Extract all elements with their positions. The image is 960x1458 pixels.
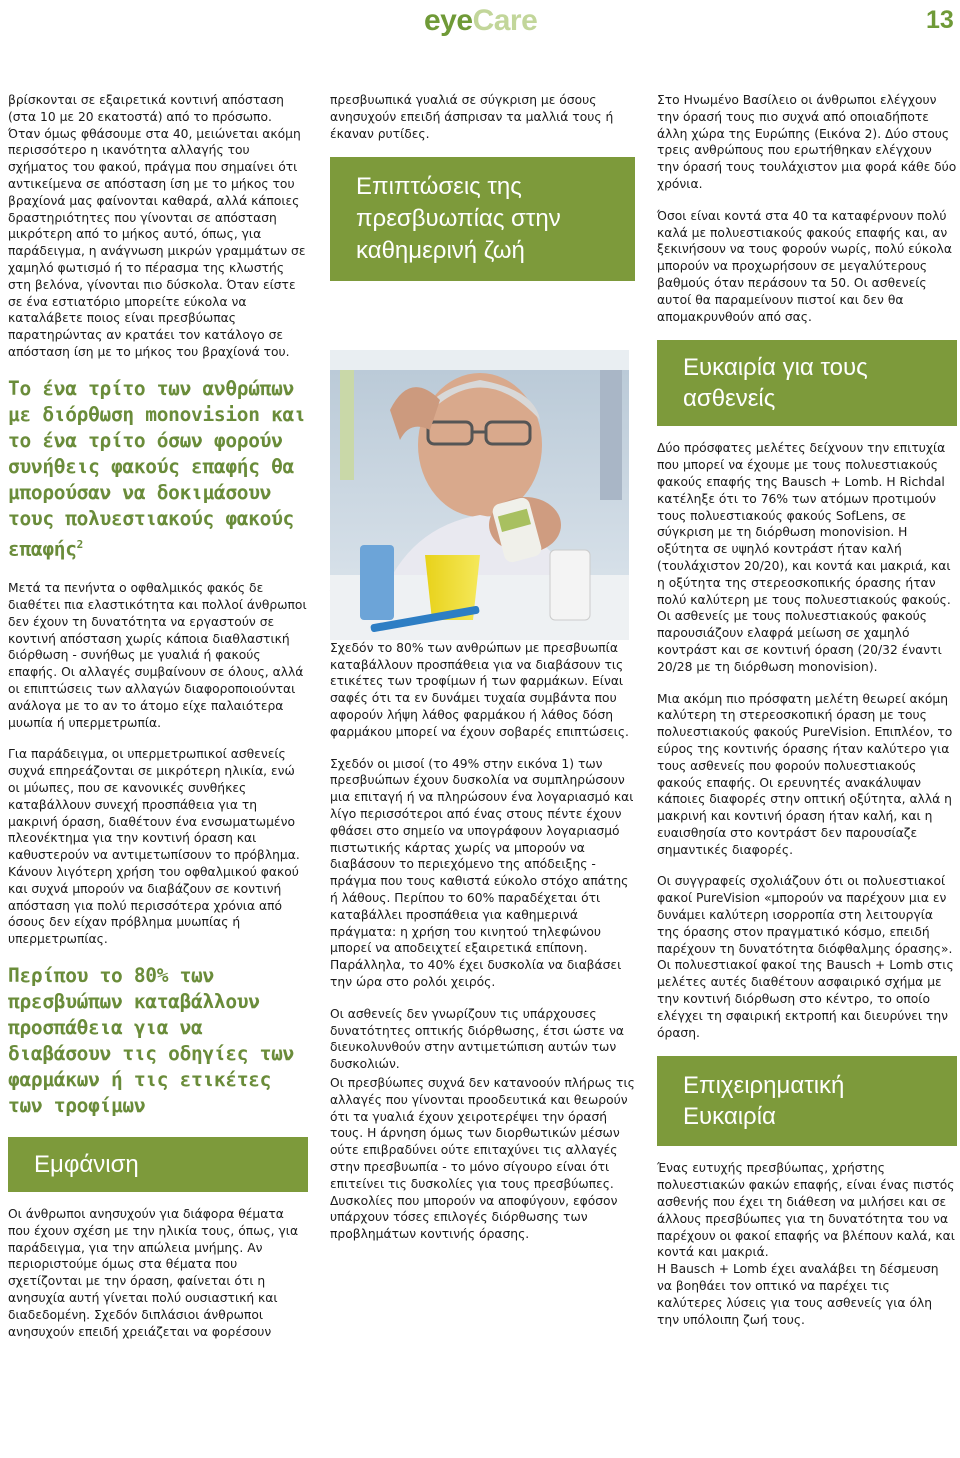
column-3 [657,92,957,1343]
paragraph: Σχεδόν το 80% των ανθρώπων με πρεσβυωπία καταβάλλουν προσπάθεια για να διαβάσουν τις ετικέτες των τροφίμων ή των φαρμάκων. Είναι σαφές ότι τα εν δυνάμει τυχαία συμβάντα που αφορούν λήψη λάθος φαρμάκου ή λάθος δόση φαρμάκου μπορεί να έχουν σοβαρές επιπτώσεις. [330,640,629,739]
column-2 [330,92,635,1258]
paragraph: Σχεδόν οι μισοί (το 49% στην εικόνα 1) των πρεσβυώπων έχουν δυσκολία να συμπληρώσουν μια επιταγή ή να πληρώσουν ένα λογαριασμό και λίγο περισσότεροι από ένας στους πέντε έχουν φθάσει στο σημείο να υπογράφουν λογαριασμό πιστωτικής κάρτας χωρίς να μπορούν να διαβάσουν το περιεχόμενο της απόδειξης - πράγμα που τους καθιστά εύκολο στόχο απάτης ή λάθους. Περίπου το 60% παραδέχεται ότι καταβάλλει προσπάθεια για καθημερινά πράγματα: η χρήση του κινητού τηλεφώνου μπορεί να αποδειχτεί εξαιρετικά επίπονη. Παράλληλα, το 40% έχει δυσκολία να διαβάσει την ώρα στο ρολόι χειρός. [330,756,634,990]
paragraph: Μια ακόμη πιο πρόσφατη μελέτη θεωρεί ακόμη καλύτερη τη στερεοσκοπική όραση με τους πολυεστιακούς φακούς PureVision. Επιπλέον, το εύρος της κοντινής όρασης ήταν καλύτερο για τους ασθενείς που φορούν πολυεστιακούς φακούς επαφής. Οι ερευνητές ανακάλυψαν κάποιες διαφορές στην οπτική οξύτητα, αλλά η μακρινή και κοντινή όραση ήταν καλή, και η ευαισθησία στο κοντράστ δεν παρουσίαζε σημαντικές διαφορές. [657,691,953,857]
paragraph: Για παράδειγμα, οι υπερμετρωπικοί ασθενείς συχνά επηρεάζονται σε μικρότερη ηλικία, ενώ οι μύωπες, που σε κανονικές συνθήκες καταβάλλουν συνεχή προσπάθεια για τη μακρινή όραση, διαθέτουν ένα ενσωματωμένο πλεονέκτημα για την κοντινή όραση και καθυστερούν να αντιμετωπίσουν το πρόβλημα. Κάνουν λιγότερη χρήση του οφθαλμικού φακού και συχνά μπορούν να διαβάζουν σε κοντινή απόσταση για πολύ περισσότερα χρόνια από όσους δεν είχαν πρόβλημα μυωπίας ή υπερμετρωπίας. [8,747,300,947]
paragraph: Στο Ηνωμένο Βασίλειο οι άνθρωποι ελέγχουν την όρασή τους πιο συχνά από οποιαδήποτε άλλη χώρα της Ευρώπης (Εικόνα 2). Δύο στους τρεις ανθρώπους που ερωτήθηκαν ελέγχουν την όρασή τους τουλάχιστον μια φορά κάθε δύο χρόνια. [657,93,957,191]
paragraph: Ένας ευτυχής πρεσβύωπας, χρήστης πολυεστιακών φακών επαφής, είναι ένας πιστός ασθενής που έχει τη διάθεση να μιλήσει και σε άλλους πρεσβύωπες για τη δυνατότητα του να παρέχουν οι φακοί επαφής να βλέπουν καλά, και κοντά και μακριά. [657,1161,955,1260]
paragraph: Οι άνθρωποι ανησυχούν για διάφορα θέματα που έχουν σχέση με την ηλικία τους, όπως, για παράδειγμα, για την απώλεια μνήμης. Αν περιοριστούμε όμως στα θέματα που σχετίζονται με την όραση, φαίνεται ότι η ανησυχία αυτή γίνεται πολύ ουσιαστική και διαδεδομένη. Σχεδόν διπλάσιοι άνθρωποι ανησυχούν επειδή χρειάζεται να φορέσουν [8,1206,299,1339]
eyecare-logo: eyeCare [424,4,538,37]
paragraph: Οι πρεσβύωπες συχνά δεν κατανοούν πλήρως τις αλλαγές που γίνονται προοδευτικά και θεωρούν ότι τα γυαλιά έχουν χειροτερέψει την όρασή τους. Η άρνηση όμως των διορθωτικών μέσων ούτε επιβραδύνει ούτε επιταχύνει τις αλλαγές στην πρεσβυωπία - το μόνο σίγουρο είναι ότι επιτείνει τις δυσκολίες για τους πρεσβύωπες. Δυσκολίες που μπορούν να αποφύγουν, εφόσον υπάρχουν τόσες επιλογές διόρθωσης των προβλημάτων κοντινής όρασης. [330,1076,635,1242]
section-heading-business: Επιχειρηματική Ευκαιρία [657,1056,957,1146]
man-reading-label-photo [330,350,629,640]
paragraph: βρίσκονται σε εξαιρετικά κοντινή απόσταση (στα 10 με 20 εκατοστά) από το πρόσωπο. Όταν όμως φθάσουμε στα 40, μειώνεται ακόμη περισσότερο η ικανότητα αλλαγής του σχήματος του φακού, πράγμα που σημαίνει ότι αντικείμενα σε απόσταση ίση με το μήκος του βραχίονά μας φαίνονται καθαρά, αλλά κάποιες δραστηριότητες που γίνονται σε απόσταση μικρότερη από το μήκος αυτό, όπως, για παράδειγμα, η ανάγνωση μικρών γραμμάτων σε χαμηλό φωτισμό ή το πέρασμα της κλωστής στη βελόνα, γίνονται πιο δύσκολα. Όταν είστε σε ένα εστιατόριο μπορείτε εύκολα να καταλάβετε ποιος είναι πρεσβύωπας παρατηρώντας αν κρατάει τον κατάλογο σε απόσταση ίση με το μήκος του βραχίονά του. [8,93,306,359]
section-heading-appearance: Εμφάνιση [8,1137,308,1192]
section-heading-impact: Επιπτώσεις της πρεσβυωπίας στην καθημερινή ζωή [330,157,635,281]
paragraph: Όσοι είναι κοντά στα 40 τα καταφέρνουν πολύ καλά με πολυεστιακούς φακούς επαφής και, αν ξεκινήσουν να τους φορούν νωρίς, πολύ εύκολα μπορούν να προχωρήσουν σε μεγαλύτερους βαθμούς όταν περάσουν τα 50. Οι ασθενείς αυτοί θα παραμείνουν πιστοί και δεν θα απομακρυνθούν από σας. [657,208,953,324]
paragraph: Δύο πρόσφατες μελέτες δείχνουν την επιτυχία που μπορεί να έχουμε με τους πολυεστιακούς φακούς επαφής της Bausch + Lomb. Η Richdal κατέληξε ότι το 76% των ατόμων προτιμούν τους πολυεστιακούς φακούς SofLens, σε σύγκριση με τη διόρθωση monovision. Η οξύτητα σε υψηλό κοντράστ ήταν καλή (τουλάχιστον 20/20), και κοντά και μακριά, και η οξύτητα της στερεοσκοπικής όρασης ήταν πολύ καλύτερη με τους πολυεστιακούς φακούς. Οι ασθενείς με τους πολυεστιακούς φακούς παρουσιάζουν ελαφρά μείωση σε χαμηλό κοντράστ και σε κοντινή όραση (20/32 έναντι 20/28 με τη διόρθωση monovision). [657,441,951,674]
page-header [0,0,960,40]
pull-quote-presbyopes: Περίπου το 80% των πρεσβυώπων καταβάλλουν προσπάθεια για να διαβάσουν τις οδηγίες των φαρμάκων ή τις ετικέτες των τροφίμων [8,963,295,1117]
section-heading-patients: Ευκαιρία για τους ασθενείς [657,340,957,426]
paragraph: Μετά τα πενήντα ο οφθαλμικός φακός δε διαθέτει πια ελαστικότητα και πολλοί άνθρωποι δεν έχουν τη δυνατότητα να εργαστούν σε κοντινή απόσταση χωρίς κάποια διαθλαστική διόρθωση - συνήθως με γυαλιά ή φακούς επαφής. Οι αλλαγές συμβαίνουν σε όλους, αλλά οι επιπτώσεις των αλλαγών διαφοροποιούνται ανάλογα με το αν το άτομο είχε παλαιότερα μυωπία ή υπερμετρωπία. [8,581,307,730]
page-number: 13 [926,6,954,34]
paragraph: Η Bausch + Lomb έχει αναλάβει τη δέσμευση να βοηθάει τον οπτικό να παρέχει τις καλύτερες λύσεις για τους ασθενείς για όλη την υπόλοιπη ζωή τους. [657,1262,939,1327]
paragraph: πρεσβυωπικά γυαλιά σε σύγκριση με όσους ανησυχούν επειδή άσπρισαν τα μαλλιά τους ή έκαναν ρυτίδες. [330,93,614,141]
paragraph: Οι ασθενείς δεν γνωρίζουν τις υπάρχουσες δυνατότητες οπτικής διόρθωσης, έτσι ώστε να διευκολυνθούν στην αντιμετώπιση αυτών των δυσκολιών. [330,1006,624,1072]
pull-quote-monovision: Το ένα τρίτο των ανθρώπων με διόρθωση monovision και το ένα τρίτο όσων φορούν συνήθεις φακούς επαφής θα μπορούσαν να δοκιμάσουν τους πολυεστιακούς φακούς επαφής$^2$ [8,376,306,561]
paragraph: Οι συγγραφείς σχολιάζουν ότι οι πολυεστιακοί φακοί PureVision «μπορούν να παρέχουν μια εν δυνάμει καλύτερη ισορροπία στη λειτουργία της όρασης στον πραγματικό κόσμο, επειδή παρέχουν τη δυνατότητα διόφθαλμης όρασης». Οι πολυεστιακοί φακοί της Bausch + Lomb στις μελέτες αυτές διαθέτουν ασφαιρικό σχήμα με την κοντινή διόρθωση στο κέντρο, το οποίο ελέγχει τη σφαιρική εκτροπή και διευρύνει την όραση. [657,874,954,1040]
column-1 [8,92,308,1355]
